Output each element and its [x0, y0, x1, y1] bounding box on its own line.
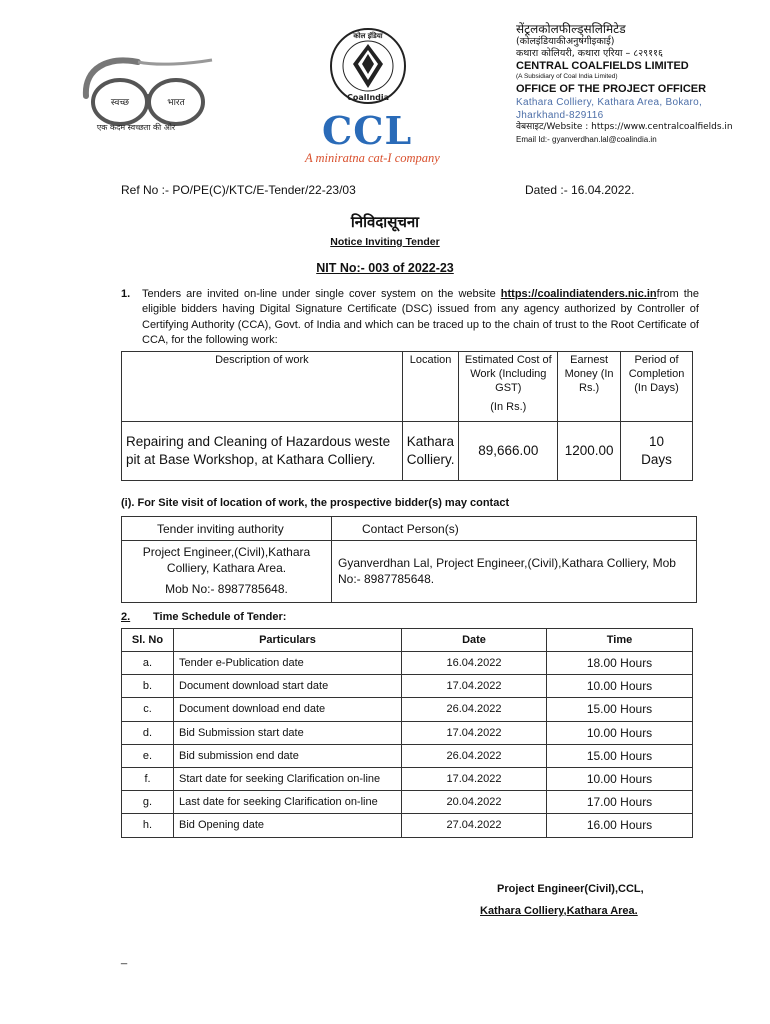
- contact-person: Gyanverdhan Lal, Project Engineer,(Civil),Kathara Colliery, Mob No:- 8987785648.: [332, 541, 697, 603]
- coal-india-logo: [328, 26, 408, 106]
- schedule-time: 15.00 Hours: [547, 698, 693, 721]
- schedule-sl: d.: [122, 721, 174, 744]
- schedule-particulars: Document download end date: [174, 698, 402, 721]
- org-name-hindi: सेंट्रलकोलफील्ड्सलिमिटेड: [516, 22, 626, 36]
- swachh-text: स्वच्छ: [110, 98, 130, 108]
- paragraph-1: [121, 287, 699, 349]
- ccl-wordmark: CCL: [322, 108, 413, 153]
- schedule-date: 27.04.2022: [402, 814, 547, 837]
- subsidiary-note: (A Subsidiary of Coal India Limited): [516, 73, 618, 81]
- cost-header-label: Estimated Cost of Work (Including GST): [464, 354, 552, 394]
- schedule-date: 16.04.2022: [402, 652, 547, 675]
- schedule-row: [122, 814, 693, 837]
- schedule-sl: g.: [122, 791, 174, 814]
- schedule-date: 26.04.2022: [402, 698, 547, 721]
- schedule-sl: e.: [122, 744, 174, 767]
- schedule-row: [122, 767, 693, 790]
- para-number: 1.: [121, 288, 131, 300]
- schedule-particulars: Last date for seeking Clarification on-line: [174, 791, 402, 814]
- schedule-particulars: Tender e-Publication date: [174, 652, 402, 675]
- schedule-row: [122, 744, 693, 767]
- schedule-date: 17.04.2022: [402, 767, 547, 790]
- col-cost: [459, 352, 558, 422]
- schedule-row: [122, 721, 693, 744]
- authority-cell: [122, 541, 332, 603]
- schedule-row: [122, 791, 693, 814]
- coal-india-hindi: कोल इंडिया: [353, 32, 383, 40]
- work-table: [121, 351, 693, 481]
- schedule-time: 17.00 Hours: [547, 791, 693, 814]
- schedule-particulars: Start date for seeking Clarification on-line: [174, 767, 402, 790]
- col-date: Date: [402, 629, 547, 652]
- schedule-particulars: Bid submission end date: [174, 744, 402, 767]
- work-period: 10 Days: [621, 422, 693, 481]
- para-text-before: Tenders are invited on-line under single cover system on the website: [142, 288, 501, 300]
- nit-number: NIT No:- 003 of 2022-23: [316, 261, 454, 275]
- address-line1: Kathara Colliery, Kathara Area, Bokaro,: [516, 97, 703, 109]
- swachh-bharat-logo: [78, 38, 218, 133]
- work-emd: 1200.00: [558, 422, 621, 481]
- col-description: Description of work: [122, 352, 403, 422]
- schedule-particulars: Document download start date: [174, 675, 402, 698]
- site-visit-note: (i). For Site visit of location of work, the prospective bidder(s) may contact: [121, 497, 510, 509]
- col-period: Period of Completion (In Days): [621, 352, 693, 422]
- footer-mark: _: [121, 953, 128, 965]
- authority-name: Project Engineer,(Civil),Kathara Colliery, Kathara Area.: [142, 545, 311, 575]
- col-location: Location: [402, 352, 459, 422]
- tagline: A miniratna cat-I company: [305, 151, 440, 165]
- signatory-location: Kathara Colliery,Kathara Area.: [480, 905, 638, 917]
- schedule-sl: h.: [122, 814, 174, 837]
- col-emd: Earnest Money (In Rs.): [558, 352, 621, 422]
- schedule-time: 18.00 Hours: [547, 652, 693, 675]
- title-hindi: निविदासूचना: [350, 213, 420, 231]
- org-sub-hindi: (कोलइंडियाकीअनुषंगीइकाई): [516, 36, 615, 48]
- date: Dated :- 16.04.2022.: [525, 183, 635, 197]
- org-addr-hindi: कथारा कोलियरी, कथारा एरिया – ८२९११६: [516, 47, 663, 59]
- schedule-row: [122, 698, 693, 721]
- title-english: Notice Inviting Tender: [330, 236, 440, 248]
- schedule-date: 26.04.2022: [402, 744, 547, 767]
- schedule-time: 10.00 Hours: [547, 767, 693, 790]
- reference-number: Ref No :- PO/PE(C)/KTC/E-Tender/22-23/03: [121, 183, 356, 197]
- schedule-date: 17.04.2022: [402, 721, 547, 744]
- schedule-time: 15.00 Hours: [547, 744, 693, 767]
- schedule-sl: f.: [122, 767, 174, 790]
- website[interactable]: वेबसाइट/Website : https://www.centralcoalfields.in: [516, 122, 733, 133]
- col-contact-person: Contact Person(s): [332, 517, 697, 541]
- schedule-time: 10.00 Hours: [547, 675, 693, 698]
- para-text-after: from the eligible bidders having Digital Signature Certificate (DSC) issued from any agency authorized by Controller of Certifying Authority (CCA), Govt. of India and which can be traced up to the chain of trust to the Root Certificate of CCA, for the following work:: [142, 288, 699, 347]
- office-name: OFFICE OF THE PROJECT OFFICER: [516, 83, 707, 96]
- col-time: Time: [547, 629, 693, 652]
- schedule-row: [122, 675, 693, 698]
- cost-unit: (In Rs.): [490, 401, 527, 414]
- section-2-number: 2.: [121, 611, 131, 623]
- col-particulars: Particulars: [174, 629, 402, 652]
- schedule-particulars: Bid Opening date: [174, 814, 402, 837]
- schedule-particulars: Bid Submission start date: [174, 721, 402, 744]
- address-line2: Jharkhand-829116: [516, 110, 604, 122]
- work-cost: 89,666.00: [459, 422, 558, 481]
- schedule-sl: a.: [122, 652, 174, 675]
- coal-india-english: CoalIndia: [346, 93, 390, 102]
- schedule-table: [121, 628, 693, 838]
- col-authority: Tender inviting authority: [122, 517, 332, 541]
- tender-website-link[interactable]: https://coalindiatenders.nic.in: [500, 288, 657, 300]
- section-2-title: Time Schedule of Tender:: [153, 611, 287, 623]
- work-row: [122, 422, 693, 481]
- schedule-time: 16.00 Hours: [547, 814, 693, 837]
- work-description: Repairing and Cleaning of Hazardous weste pit at Base Workshop, at Kathara Colliery.: [122, 422, 403, 481]
- schedule-date: 17.04.2022: [402, 675, 547, 698]
- schedule-row: [122, 652, 693, 675]
- schedule-date: 20.04.2022: [402, 791, 547, 814]
- schedule-time: 10.00 Hours: [547, 721, 693, 744]
- authority-mobile: Mob No:- 8987785648.: [165, 582, 288, 597]
- signatory-title: Project Engineer(Civil),CCL,: [497, 883, 644, 895]
- bharat-text: भारत: [167, 98, 185, 108]
- letterhead: [516, 22, 766, 145]
- schedule-sl: c.: [122, 698, 174, 721]
- schedule-sl: b.: [122, 675, 174, 698]
- work-location: Kathara Colliery.: [402, 422, 459, 481]
- col-sl: Sl. No: [122, 629, 174, 652]
- contact-table: [121, 516, 697, 603]
- swachh-slogan: एक कदम स्वच्छता की ओर: [96, 123, 176, 132]
- org-name: CENTRAL COALFIELDS LIMITED: [516, 60, 689, 73]
- email[interactable]: Email Id:- gyanverdhan.lal@coalindia.in: [516, 135, 657, 145]
